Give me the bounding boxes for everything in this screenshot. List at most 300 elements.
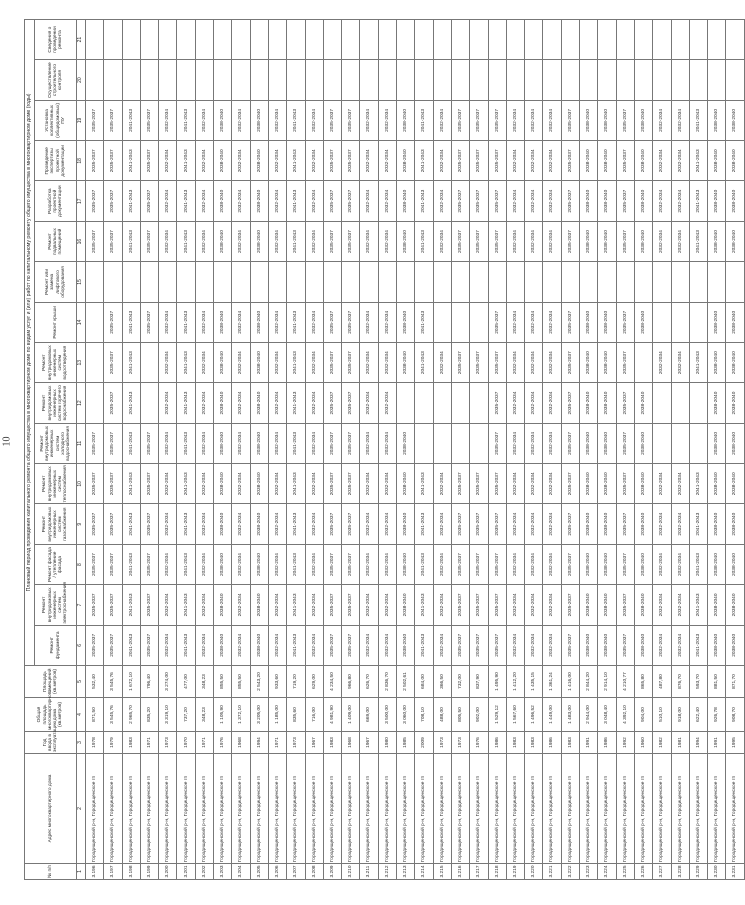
period-cell: 2032-2034 [159,141,177,181]
period-cell [397,383,415,423]
period-cell: 2038-2040 [580,585,598,625]
header-work-9: Ремонт крыши [35,302,77,342]
period-cell: 2038-2040 [726,383,744,423]
period-cell [86,19,104,60]
period-cell: 2032-2034 [195,423,213,463]
period-cell [689,60,707,100]
period-cell [415,60,433,100]
address-cell: Городищенский р-н, Городищенское гп [305,754,323,864]
period-cell: 2032-2034 [268,100,286,140]
period-cell: 2032-2034 [378,343,396,383]
period-cell: 2032-2034 [506,464,524,504]
period-cell: 2032-2034 [543,221,561,261]
period-cell: 2032-2034 [653,100,671,140]
row-number: 3.227 [653,864,671,880]
header-work-15: Осуществление строительного контроля [35,60,77,100]
period-cell: 2041-2043 [177,504,195,544]
address-cell: Городищенский р-н, Городищенское гп [122,754,140,864]
period-cell: 2032-2034 [653,625,671,665]
period-cell: 2041-2043 [689,181,707,221]
period-cell: 2035-2037 [470,464,488,504]
period-cell [287,262,305,302]
period-cell: 2038-2040 [250,544,268,584]
column-number: 13 [77,343,86,383]
header-year: Год ввода в эксплуатацию [25,732,77,754]
period-cell [250,60,268,100]
period-cell: 2032-2034 [433,141,451,181]
period-cell: 2038-2040 [708,625,726,665]
period-cell: 2032-2034 [525,100,543,140]
period-cell: 2032-2034 [305,100,323,140]
period-cell [305,19,323,60]
area-res-cell: 876,70 [671,666,689,698]
period-cell: 2035-2037 [488,302,506,342]
period-cell [140,383,158,423]
period-cell [397,19,415,60]
area-total-cell: 926,78 [708,698,726,732]
period-cell: 2038-2040 [598,383,616,423]
period-cell: 2041-2043 [177,302,195,342]
period-cell: 2032-2034 [543,343,561,383]
address-cell: Городищенский р-н, Городищенское гп [525,754,543,864]
period-cell: 2041-2043 [689,544,707,584]
year-cell: 1971 [268,732,286,754]
table-row [287,19,305,879]
period-cell: 2032-2034 [543,423,561,463]
year-cell: 1991 [580,732,598,754]
period-cell [506,60,524,100]
period-cell: 2032-2034 [305,383,323,423]
period-cell: 2038-2040 [598,343,616,383]
period-cell: 2035-2037 [616,343,634,383]
area-total-cell: 4 981,90 [323,698,341,732]
area-total-cell: 669,00 [360,698,378,732]
area-res-cell: 684,00 [415,666,433,698]
year-cell: 1983 [561,732,579,754]
year-cell: 1991 [708,732,726,754]
period-cell: 2041-2043 [689,464,707,504]
period-cell: 2032-2034 [159,464,177,504]
table-row [195,19,213,879]
row-number: 3.216 [451,864,469,880]
address-cell: Городищенский р-н, Городищенское гп [140,754,158,864]
period-cell: 2032-2034 [525,302,543,342]
period-cell: 2035-2037 [470,343,488,383]
period-cell: 2041-2043 [122,221,140,261]
period-cell: 2038-2040 [397,464,415,504]
period-cell: 2038-2040 [708,504,726,544]
header-work-13: Проведение экспертизы проектной документации [35,141,77,181]
period-cell: 2035-2037 [104,302,122,342]
period-cell [561,19,579,60]
period-cell [671,383,689,423]
area-total-cell: 3 048,40 [598,698,616,732]
period-cell [506,262,524,302]
period-cell: 2035-2037 [488,504,506,544]
period-cell [323,262,341,302]
period-cell: 2038-2040 [580,464,598,504]
row-number: 3.210 [342,864,360,880]
period-cell: 2032-2034 [159,585,177,625]
period-cell [470,19,488,60]
area-res-cell: 2 836,70 [378,666,396,698]
period-cell: 2035-2037 [488,221,506,261]
address-cell: Городищенский р-н, Городищенское гп [214,754,232,864]
area-res-cell: 732,00 [451,666,469,698]
period-cell: 2035-2037 [616,181,634,221]
year-cell: 1968 [342,732,360,754]
period-cell: 2038-2040 [634,181,652,221]
period-cell: 2038-2040 [634,221,652,261]
area-res-cell: 1 412,20 [506,666,524,698]
period-cell: 2035-2037 [140,585,158,625]
period-cell: 2035-2037 [104,141,122,181]
period-cell: 2035-2037 [561,544,579,584]
period-cell: 2038-2040 [250,343,268,383]
period-cell [360,262,378,302]
period-cell: 2041-2043 [122,383,140,423]
period-cell: 2032-2034 [671,625,689,665]
period-cell: 2032-2034 [653,141,671,181]
period-cell: 2038-2040 [397,544,415,584]
row-number: 3.230 [708,864,726,880]
period-cell [415,383,433,423]
period-cell: 2038-2040 [726,141,744,181]
area-total-cell: 1 449,00 [543,698,561,732]
header-work-3: Ремонт фасада / утепление фасада [35,544,77,584]
period-cell: 2041-2043 [122,544,140,584]
period-cell: 2035-2037 [616,423,634,463]
period-cell [451,60,469,100]
period-cell: 2032-2034 [305,302,323,342]
period-cell: 2035-2037 [140,100,158,140]
column-number: 19 [77,100,86,140]
address-cell: Городищенский р-н, Городищенское гп [616,754,634,864]
period-cell: 2038-2040 [726,504,744,544]
period-cell [397,262,415,302]
address-cell: Городищенский р-н, Городищенское гп [342,754,360,864]
period-cell: 2041-2043 [415,302,433,342]
period-cell: 2035-2037 [323,383,341,423]
period-cell: 2032-2034 [525,141,543,181]
period-cell: 2035-2037 [104,544,122,584]
period-cell: 2041-2043 [415,181,433,221]
period-cell: 2035-2037 [323,302,341,342]
period-cell: 2035-2037 [470,544,488,584]
period-cell [653,262,671,302]
period-cell: 2032-2034 [525,625,543,665]
period-cell: 2032-2034 [433,504,451,544]
column-number: 21 [77,19,86,60]
period-cell: 2038-2040 [250,625,268,665]
period-cell: 2035-2037 [561,100,579,140]
period-cell: 2035-2037 [561,464,579,504]
area-res-cell: 2 914,10 [598,666,616,698]
period-cell [177,19,195,60]
header-area-res: Площадь помещений (кв.метров) [25,666,77,698]
period-cell [433,60,451,100]
period-cell: 2032-2034 [268,181,286,221]
period-cell [470,262,488,302]
period-cell: 2035-2037 [323,221,341,261]
area-total-cell: 3 205,00 [250,698,268,732]
period-cell: 2035-2037 [616,625,634,665]
period-cell: 2035-2037 [323,343,341,383]
period-cell: 2038-2040 [598,625,616,665]
period-cell [159,262,177,302]
period-cell: 2038-2040 [250,221,268,261]
row-number: 3.215 [433,864,451,880]
address-cell: Городищенский р-н, Городищенское гп [159,754,177,864]
period-cell: 2032-2034 [232,383,250,423]
period-cell [214,262,232,302]
period-cell: 2035-2037 [488,343,506,383]
period-cell: 2032-2034 [268,302,286,342]
period-cell [397,60,415,100]
period-cell: 2032-2034 [433,625,451,665]
period-cell: 2038-2040 [598,221,616,261]
period-cell: 2032-2034 [195,221,213,261]
period-cell: 2035-2037 [140,504,158,544]
period-cell: 2032-2034 [268,504,286,544]
period-cell: 2041-2043 [689,100,707,140]
period-cell [525,262,543,302]
period-cell: 2041-2043 [689,625,707,665]
period-cell: 2038-2040 [598,423,616,463]
period-cell: 2035-2037 [140,302,158,342]
period-cell: 2035-2037 [86,181,104,221]
period-cell: 2038-2040 [708,221,726,261]
year-cell: 1967 [360,732,378,754]
period-cell: 2032-2034 [433,100,451,140]
period-cell: 2035-2037 [470,181,488,221]
period-cell [268,262,286,302]
row-number: 3.228 [671,864,689,880]
period-cell: 2032-2034 [378,141,396,181]
period-cell: 2041-2043 [287,504,305,544]
period-cell: 2035-2037 [342,544,360,584]
column-number: 10 [77,464,86,504]
column-number: 2 [77,754,86,864]
address-cell: Городищенский р-н, Городищенское гп [708,754,726,864]
period-cell: 2041-2043 [689,141,707,181]
period-cell [653,60,671,100]
period-cell: 2041-2043 [122,343,140,383]
table-row [378,19,396,879]
period-cell: 2035-2037 [86,100,104,140]
period-cell: 2032-2034 [433,585,451,625]
period-cell: 2032-2034 [195,625,213,665]
area-total-cell: 1 567,60 [506,698,524,732]
period-cell [689,262,707,302]
period-cell: 2032-2034 [360,221,378,261]
period-cell [543,19,561,60]
period-cell: 2032-2034 [671,585,689,625]
header-work-1: Ремонт фундамента [35,625,77,665]
period-cell: 2041-2043 [177,100,195,140]
period-cell: 2041-2043 [122,585,140,625]
period-cell: 2032-2034 [543,302,561,342]
period-cell: 2041-2043 [689,585,707,625]
period-cell [671,423,689,463]
address-cell: Городищенский р-н, Городищенское гп [634,754,652,864]
year-cell: 1986 [488,732,506,754]
period-cell: 2041-2043 [689,343,707,383]
period-cell [433,262,451,302]
period-cell: 2038-2040 [726,625,744,665]
period-cell [433,383,451,423]
area-res-cell: 933,60 [268,666,286,698]
year-cell: 1986 [598,732,616,754]
period-cell: 2032-2034 [360,100,378,140]
table-row [360,19,378,879]
period-cell: 2035-2037 [616,141,634,181]
period-cell: 2032-2034 [360,181,378,221]
period-cell: 2038-2040 [708,383,726,423]
area-res-cell: 477,00 [177,666,195,698]
row-number: 3.201 [177,864,195,880]
address-cell: Городищенский р-н, Городищенское гп [653,754,671,864]
year-cell: 2009 [415,732,433,754]
period-cell: 2038-2040 [580,423,598,463]
address-cell: Городищенский р-н, Городищенское гп [177,754,195,864]
period-cell: 2035-2037 [451,181,469,221]
year-cell: 1981 [671,732,689,754]
period-cell [561,262,579,302]
period-cell: 2032-2034 [653,221,671,261]
period-cell: 2032-2034 [268,625,286,665]
period-cell [580,262,598,302]
period-cell [598,60,616,100]
area-res-cell: 1 416,00 [561,666,579,698]
period-cell [232,262,250,302]
period-cell: 2041-2043 [122,423,140,463]
period-cell: 2032-2034 [525,423,543,463]
year-cell: 1983 [122,732,140,754]
period-cell: 2032-2034 [506,343,524,383]
period-cell: 2035-2037 [342,383,360,423]
period-cell: 2032-2034 [195,181,213,221]
area-res-cell: 966,80 [342,666,360,698]
period-cell: 2035-2037 [488,544,506,584]
period-cell: 2038-2040 [726,464,744,504]
period-cell: 2032-2034 [653,343,671,383]
period-cell [708,19,726,60]
period-cell [451,302,469,342]
period-cell: 2038-2040 [708,141,726,181]
rotated-table-container [24,20,738,880]
period-cell: 2038-2040 [214,302,232,342]
period-cell: 2035-2037 [488,585,506,625]
period-cell [598,19,616,60]
area-res-cell: 796,40 [140,666,158,698]
area-total-cell: 1 529,12 [488,698,506,732]
area-res-cell: 2 543,20 [250,666,268,698]
header-work-11: Ремонт подвальных помещений [35,221,77,261]
period-cell: 2038-2040 [598,181,616,221]
period-cell: 2032-2034 [305,181,323,221]
period-cell: 2038-2040 [214,383,232,423]
period-cell: 2038-2040 [250,423,268,463]
period-cell [360,19,378,60]
table-row [268,19,286,879]
period-cell: 2032-2034 [671,544,689,584]
year-cell: 1973 [433,732,451,754]
period-cell: 2032-2034 [232,181,250,221]
column-number: 9 [77,504,86,544]
period-cell [634,19,652,60]
header-work-5: Ремонт внутридомовых инженерных систем теплоснабжения [35,464,77,504]
area-total-cell: 737,20 [177,698,195,732]
area-total-cell: 805,50 [451,698,469,732]
table-row [323,19,341,879]
table-row [214,19,232,879]
row-number: 3.212 [378,864,396,880]
period-cell [543,60,561,100]
area-total-cell: 488,00 [433,698,451,732]
address-cell: Городищенский р-н, Городищенское гп [506,754,524,864]
period-cell: 2035-2037 [323,181,341,221]
period-cell: 2035-2037 [451,625,469,665]
period-cell: 2041-2043 [689,504,707,544]
period-cell: 2032-2034 [543,625,561,665]
header-work-16: Сведения о проведении ремонта [35,19,77,60]
period-cell: 2035-2037 [86,544,104,584]
period-cell: 2032-2034 [543,181,561,221]
row-number: 3.214 [415,864,433,880]
period-cell [726,262,744,302]
area-res-cell: 532,40 [86,666,104,698]
period-cell: 2038-2040 [214,423,232,463]
period-cell: 2032-2034 [506,423,524,463]
period-cell: 2032-2034 [653,585,671,625]
period-cell [689,302,707,342]
address-cell: Городищенский р-н, Городищенское гп [543,754,561,864]
area-res-cell: 4 210,77 [616,666,634,698]
period-cell: 2032-2034 [653,504,671,544]
period-cell [342,19,360,60]
period-cell: 2032-2034 [232,302,250,342]
period-cell: 2032-2034 [360,625,378,665]
table-row [543,19,561,879]
period-cell: 2035-2037 [488,464,506,504]
period-cell: 2032-2034 [305,504,323,544]
period-cell [378,60,396,100]
period-cell: 2038-2040 [214,221,232,261]
year-cell: 1976 [470,732,488,754]
column-number: 11 [77,423,86,463]
period-cell [232,19,250,60]
period-cell: 2038-2040 [598,302,616,342]
period-cell [470,423,488,463]
area-res-cell: 2 844,20 [580,666,598,698]
year-cell: 1986 [543,732,561,754]
address-cell: Городищенский р-н, Городищенское гп [451,754,469,864]
period-cell: 2035-2037 [86,141,104,181]
period-cell: 2035-2037 [342,585,360,625]
period-cell: 2032-2034 [525,464,543,504]
period-cell: 2035-2037 [86,504,104,544]
period-cell [323,60,341,100]
period-cell [653,383,671,423]
period-cell: 2032-2034 [232,221,250,261]
period-cell [616,262,634,302]
period-cell: 2032-2034 [268,221,286,261]
period-cell: 2038-2040 [214,504,232,544]
column-number: 5 [77,666,86,698]
period-cell: 2035-2037 [451,100,469,140]
period-cell: 2032-2034 [525,221,543,261]
